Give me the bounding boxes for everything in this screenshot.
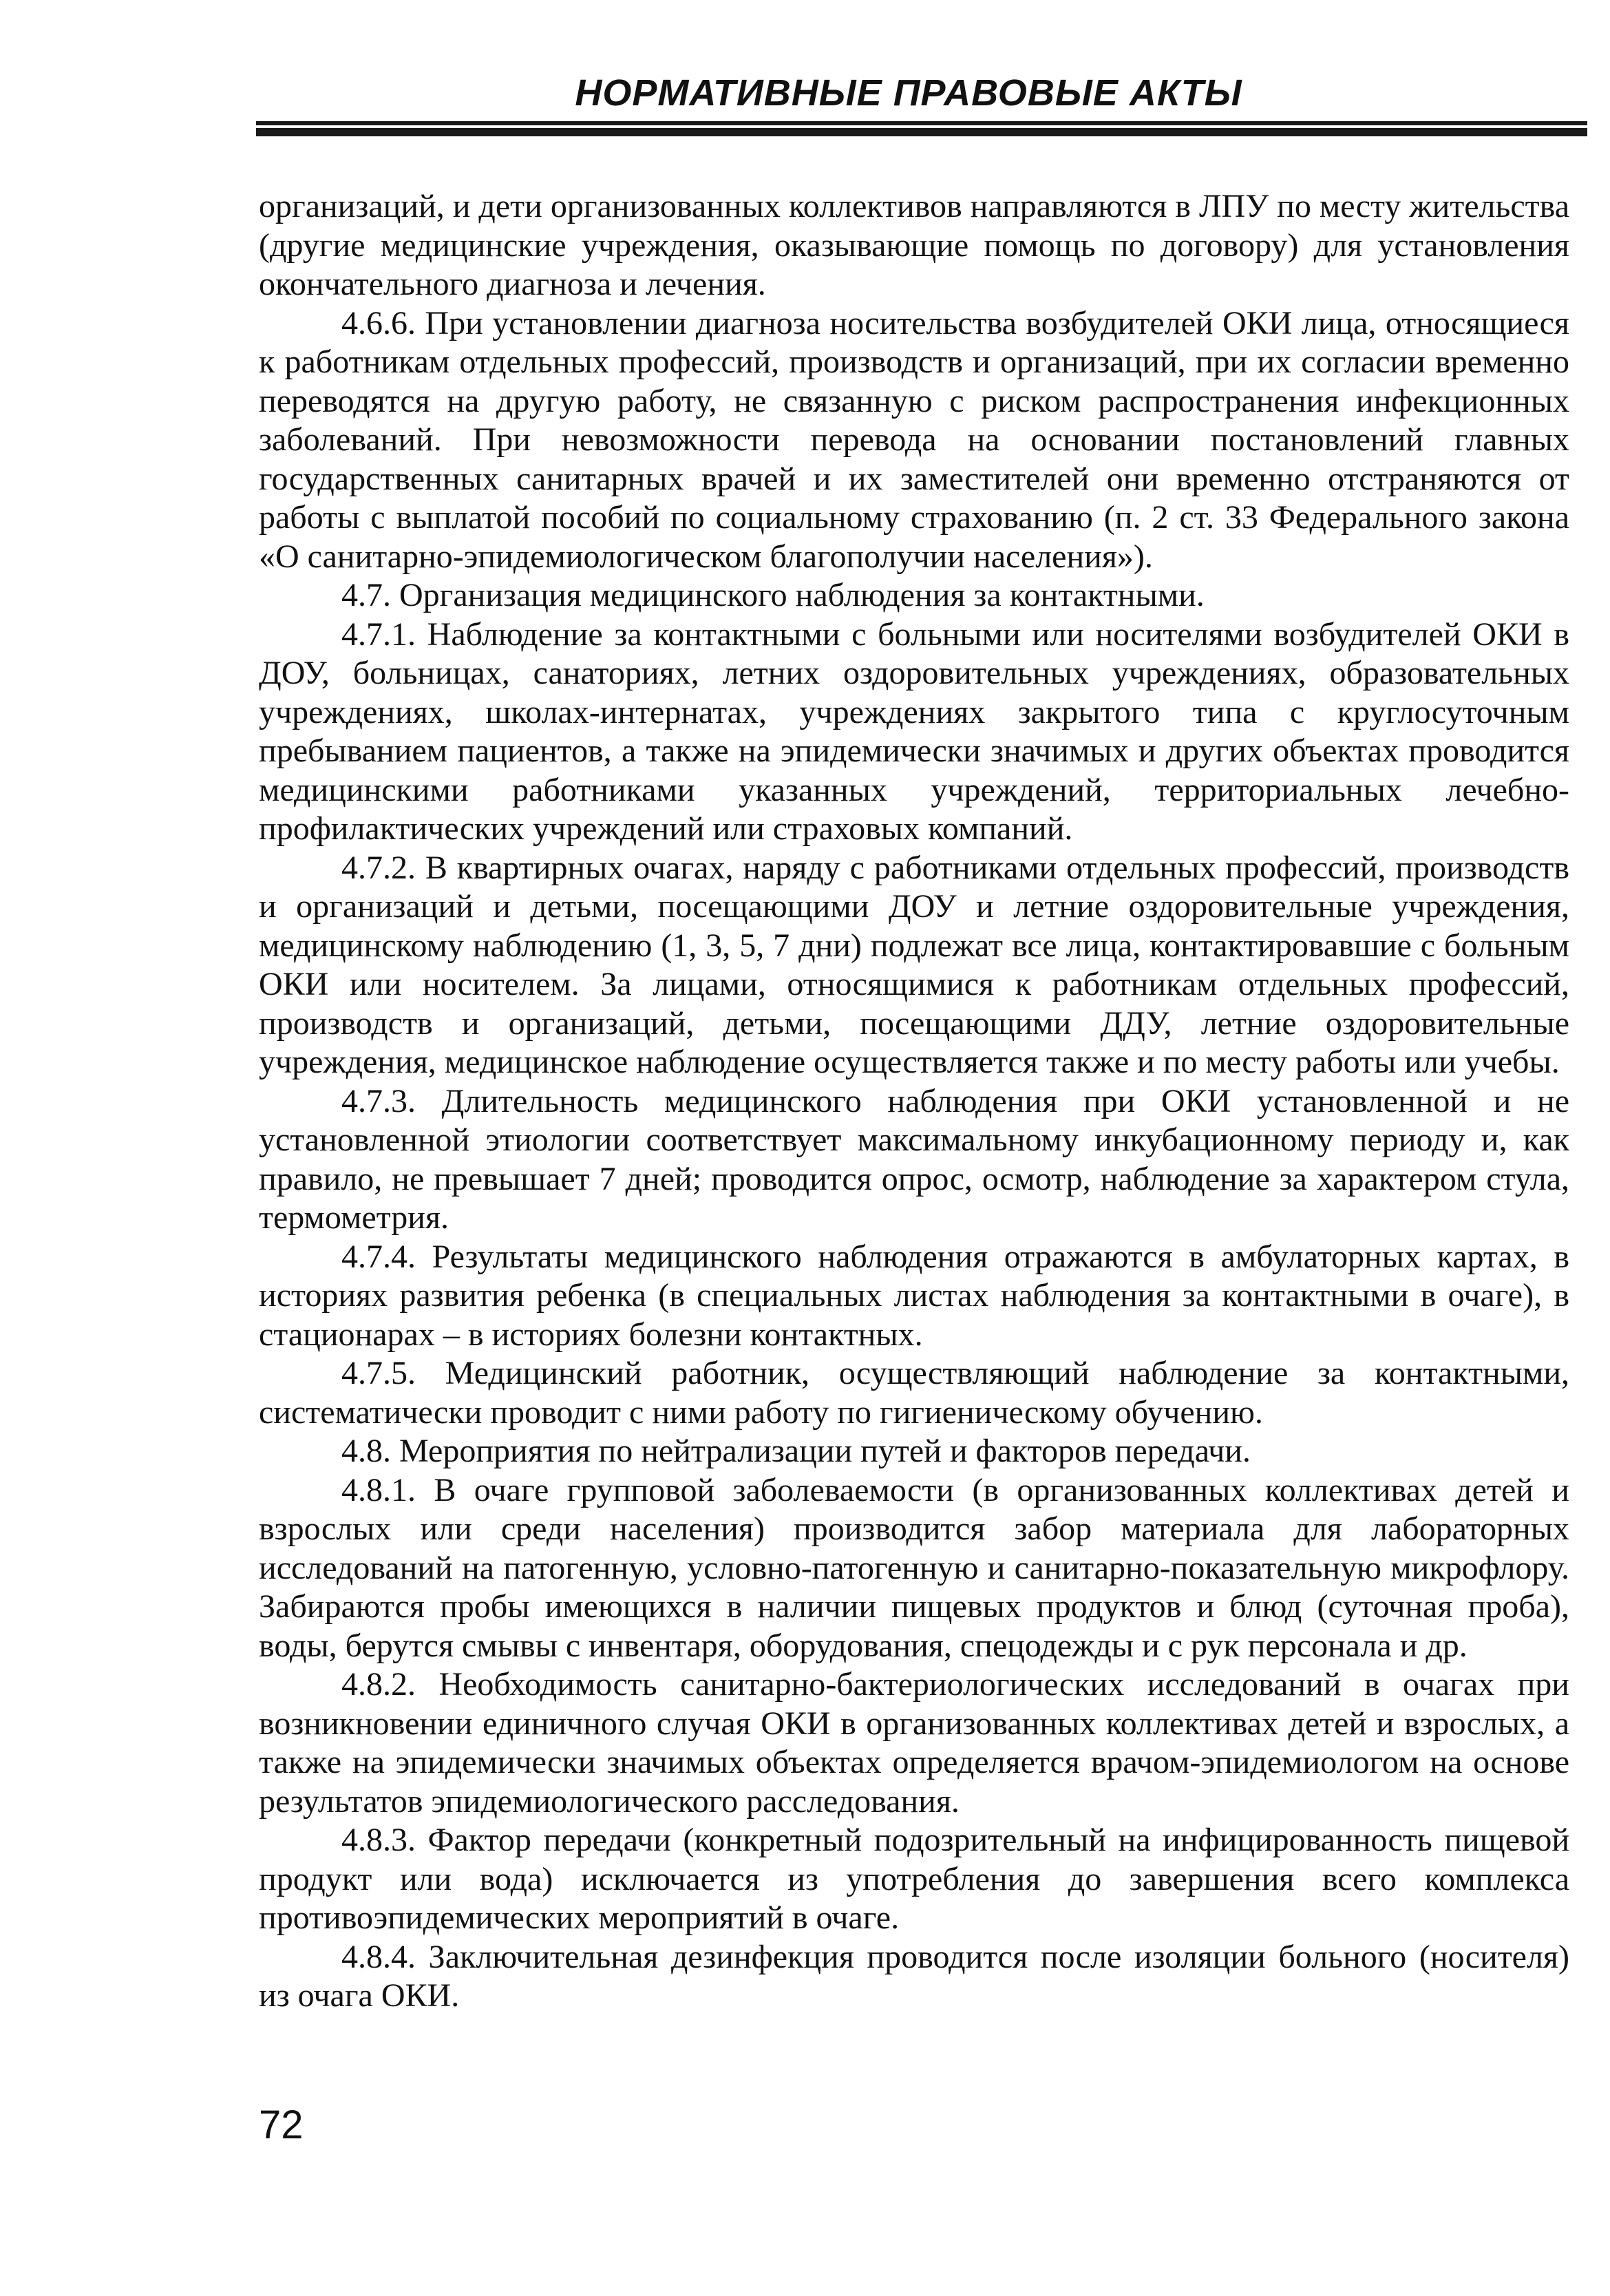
paragraph-4-7-4: 4.7.4. Результаты медицинского наблюдения отражаются в амбулаторных картах, в историях развития ребенка (в специальных листах наблюдения за контактными в очаге), в стационарах – в историях болезни контактных. <box>259 1238 1569 1353</box>
paragraph-4-7-2: 4.7.2. В квартирных очагах, наряду с работниками отдельных профессий, производств и организаций и детьми, посещающими ДОУ и летние оздоровительные учреждения, медицинскому наблюдению (1, 3, 5, 7 дни) подлежат все лица, контактировавшие с больным ОКИ или носителем. За лицами, относящимися к работникам отдельных профессий, производств и организаций, детьми, посещающими ДДУ, летние оздоровительные учреждения, медицинское наблюдение осуществляется также и по месту работы или учебы. <box>259 849 1569 1080</box>
paragraph-4-8-4: 4.8.4. Заключительная дезинфекция проводится после изоляции больного (носителя) из очага ОКИ. <box>259 1938 1569 2014</box>
page-number: 72 <box>259 2103 304 2147</box>
paragraph-4-8: 4.8. Мероприятия по нейтрализации путей и факторов передачи. <box>341 1433 1251 1469</box>
paragraph-continuation: организаций, и дети организованных коллективов направляются в ЛПУ по месту жительства (другие медицинские учреждения, оказывающие помощь по договору) для установления окончательного диагноза и лечения. <box>259 188 1569 302</box>
paragraph-4-8-1: 4.8.1. В очаге групповой заболеваемости (в организованных коллективах детей и взрослых или среди населения) производится забор материала для лабораторных исследований на патогенную, условно-патогенную и санитарно-показательную микрофлору. Забираются пробы имеющихся в наличии пищевых продуктов и блюд (суточная проба), воды, берутся смывы с инвентаря, оборудования, спецодежды и с рук персонала и др. <box>259 1471 1569 1664</box>
paragraph-4-8-3: 4.8.3. Фактор передачи (конкретный подозрительный на инфицированность пищевой продукт или вода) исключается из употребления до завершения всего комплекса противоэпидемических мероприятий в очаге. <box>259 1822 1569 1936</box>
running-header-title: НОРМАТИВНЫЕ ПРАВОВЫЕ АКТЫ <box>575 72 1242 114</box>
paragraph-4-7-3: 4.7.3. Длительность медицинского наблюдения при ОКИ установленной и не установленной этиологии соответствует максимальному инкубационному периоду и, как правило, не превышает 7 дней; проводится опрос, осмотр, наблюдение за характером стула, термометрия. <box>259 1082 1569 1236</box>
paragraph-4-7-5: 4.7.5. Медицинский работник, осуществляющий наблюдение за контактными, систематически проводит с ними работу по гигиеническому обучению. <box>259 1355 1569 1431</box>
header-rule <box>256 121 1587 136</box>
header-rule-thin-line <box>256 121 1587 125</box>
header-rule-thick-line <box>256 128 1587 136</box>
paragraph-4-7: 4.7. Организация медицинского наблюдения за контактными. <box>341 577 1205 613</box>
paragraph-4-7-1: 4.7.1. Наблюдение за контактными с больными или носителями возбудителей ОКИ в ДОУ, больницах, санаториях, летних оздоровительных учреждениях, образовательных учреждениях, школах-интернатах, учреждениях закрытого типа с круглосуточным пребыванием пациентов, а также на эпидемически значимых и других объектах проводится медицинскими работниками указанных учреждений, территориальных лечебно-профилактических учреждений или страховых компаний. <box>259 615 1569 847</box>
paragraph-4-8-2: 4.8.2. Необходимость санитарно-бактериологических исследований в очагах при возникновении единичного случая ОКИ в организованных коллективах детей и взрослых, а также на эпидемически значимых объектах определяется врачом-эпидемиологом на основе результатов эпидемиологического расследования. <box>259 1666 1569 1820</box>
paragraph-4-6-6: 4.6.6. При установлении диагноза носительства возбудителей ОКИ лица, относящиеся к работникам отдельных профессий, производств и организаций, при их согласии временно переводятся на другую работу, не связанную с риском распространения инфекционных заболеваний. При невозможности перевода на основании постановлений главных государственных санитарных врачей и их заместителей они временно отстраняются от работы с выплатой пособий по социальному страхованию (п. 2 ст. 33 Федерального закона «О санитарно-эпидемиологическом благополучии населения»). <box>259 304 1569 575</box>
body-text <box>259 187 1569 2016</box>
